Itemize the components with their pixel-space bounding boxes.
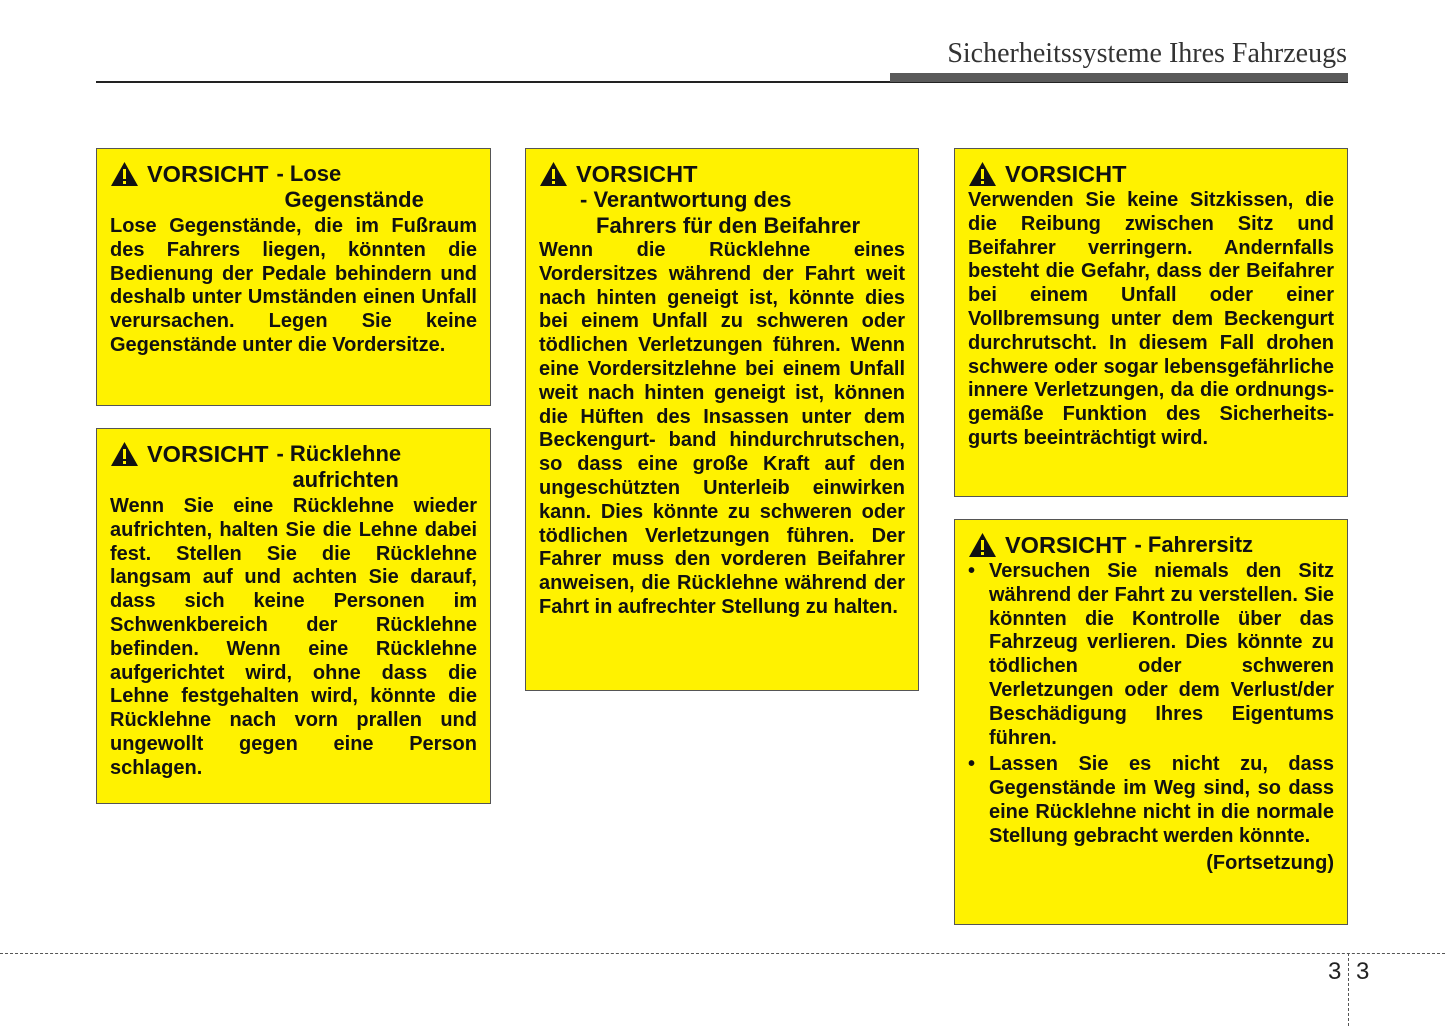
warning-triangle-icon (110, 441, 139, 467)
caution-label: VORSICHT (147, 441, 269, 467)
caution-subtitle: Gegenstände (284, 187, 424, 212)
footer-rule (0, 953, 1445, 954)
caution-heading (110, 161, 477, 213)
caution-subtitle: aufrichten (292, 467, 399, 492)
footer-divider (1348, 953, 1349, 1026)
caution-subtitle: - Fahrersitz (1134, 532, 1254, 557)
caution-box-loose-objects (96, 148, 491, 406)
caution-heading (968, 532, 1334, 558)
continued-note: (Fortsetzung) (1206, 851, 1334, 874)
caution-label: VORSICHT (576, 161, 698, 187)
caution-subtitle: - Lose (276, 161, 342, 186)
warning-triangle-icon (539, 161, 568, 187)
caution-heading (968, 161, 1334, 187)
caution-heading (539, 161, 905, 187)
caution-label: VORSICHT (147, 161, 269, 187)
caution-text: Verwenden Sie keine Sitzkissen, die die Reibung zwischen Sitz und Beifahrer verringern. Andernfalls besteht die Gefahr, dass der Beifahrer bei einem Unfall oder einer Vollbremsung unter dem Beckengurt durchrutscht. In diesem Fall drohen schwere oder sogar lebensgefährliche innere Verletzungen, da die ordnungs- gemäße Funktion des Sicherheits- gurts beeinträchtigt wird. (968, 189, 1334, 449)
warning-triangle-icon (968, 532, 997, 558)
caution-label: VORSICHT (1005, 532, 1127, 558)
list-item: • Lassen Sie es nicht zu, dass Gegenstände im Weg sind, so dass eine Rücklehne nicht in die normale Stellung gebracht werden könnte. (968, 753, 1334, 847)
warning-triangle-icon (968, 161, 997, 187)
caution-box-driver-responsibility (525, 148, 919, 691)
caution-box-backrest (96, 428, 491, 804)
caution-box-driver-seat (954, 519, 1348, 925)
page-number: 3 (1356, 958, 1370, 985)
page-title: Sicherheitssysteme Ihres Fahrzeugs (947, 38, 1347, 69)
caution-text: Wenn Sie eine Rücklehne wieder aufrichten, halten Sie die Lehne dabei fest. Stellen Sie die Rücklehne langsam auf und achten Sie darauf, dass sich keine Personen im Schwenkbereich der Rücklehne befinden. Wenn eine Rücklehne aufgerichtet wird, ohne dass die Lehne festgehalten wird, könnte die Rücklehne nach vorn prallen und ungewollt gegen eine Person schlagen. (110, 495, 477, 779)
caution-text: Lose Gegenstände, die im Fußraum des Fahrers liegen, könnten die Bedienung der Pedale behindern und deshalb unter Umständen einen Unfall verursachen. Legen Sie keine Gegenstände unter die Vordersitze. (110, 215, 477, 356)
caution-heading (110, 441, 477, 493)
caution-bullet-list (968, 560, 1334, 849)
caution-subtitle: - Rücklehne (276, 441, 402, 466)
caution-box-seat-cushion (954, 148, 1348, 497)
caution-text: Wenn die Rücklehne eines Vordersitzes während der Fahrt weit nach hinten geneigt ist, könnte dies bei einem Unfall zu schweren oder tödlichen Verletzungen führen. Wenn eine Vordersitzlehne bei einem Unfall weit nach hinten geneigt ist, können die Hüften des Insassen unter dem Beckengurt- band hindurchrutschen, so dass eine große Kraft auf den ungeschützten Unterleib einwirken kann. Dies könnte zu schweren oder tödlichen Verletzungen führen. Der Fahrer muss den vorderen Beifahrer anweisen, die Rücklehne während der Fahrt in aufrechter Stellung zu halten. (539, 239, 905, 618)
header-bar (890, 73, 1348, 82)
page-number-chapter: 3 (1328, 958, 1342, 985)
caution-subtitle: Fahrers für den Beifahrer (596, 213, 861, 238)
caution-label: VORSICHT (1005, 161, 1127, 187)
list-item: • Versuchen Sie niemals den Sitz während der Fahrt zu verstellen. Sie könnten die Kontrolle über das Fahrzeug verlieren. Dies könnte zu tödlichen oder schweren Verletzungen oder dem Verlust/der Beschädigung Ihres Eigentums führen. (968, 560, 1334, 749)
caution-subtitle: - Verantwortung des (580, 187, 792, 212)
warning-triangle-icon (110, 161, 139, 187)
